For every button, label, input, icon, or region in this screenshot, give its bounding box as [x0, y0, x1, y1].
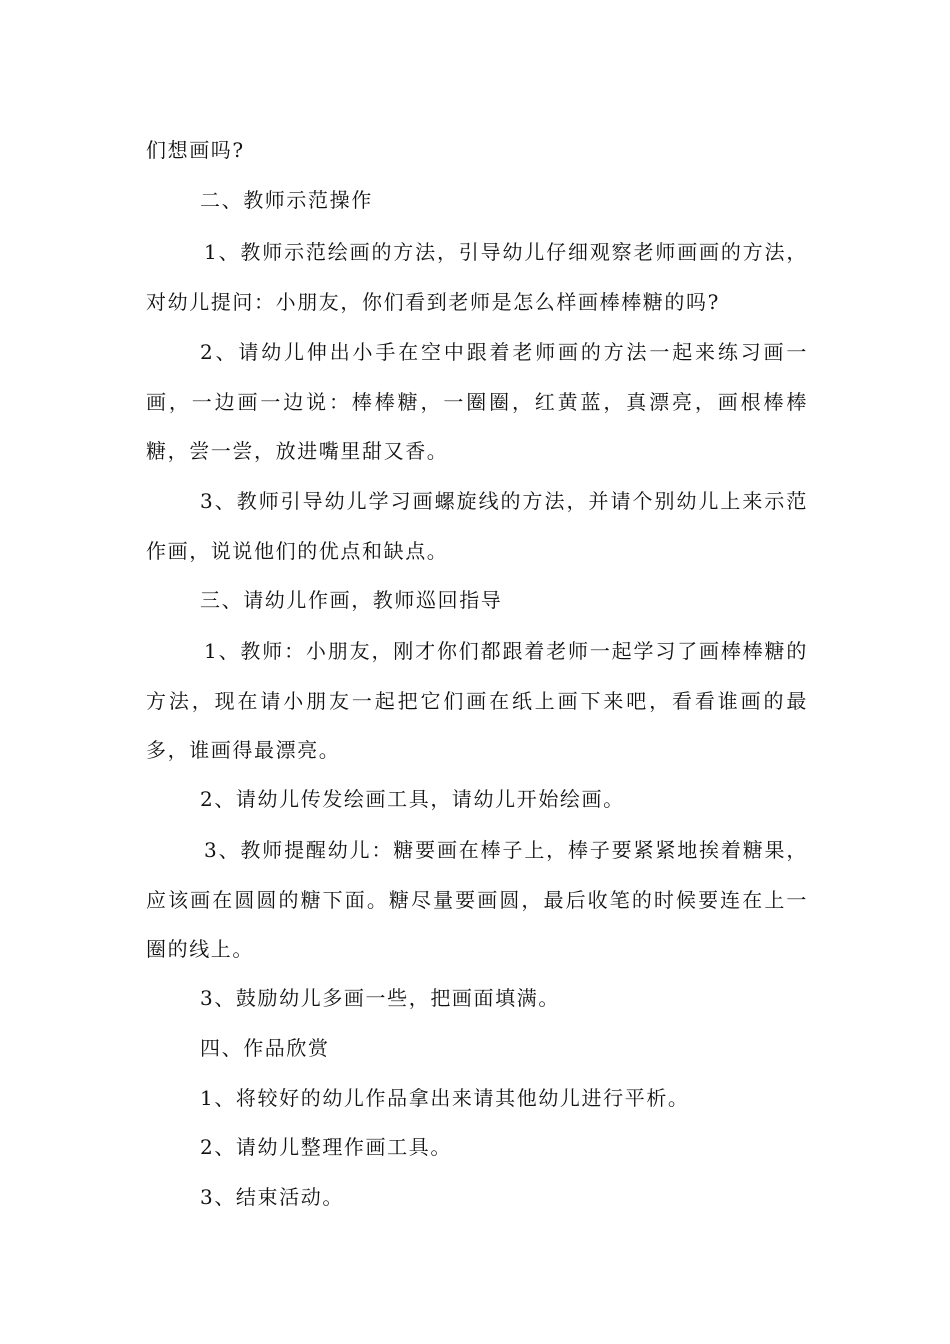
- section-heading-3: 三、请幼儿作画，教师巡回指导: [200, 588, 503, 612]
- paragraph-2-2: 2、请幼儿伸出小手在空中跟着老师画的方法一起来练习画一画，一边画一边说：棒棒糖，一圈圈，红黄蓝，真漂亮，画根棒棒糖，尝一尝，放进嘴里甜又香。: [146, 340, 808, 463]
- paragraph-4-1: 1、将较好的幼儿作品拿出来请其他幼儿进行平析。: [200, 1086, 690, 1110]
- section-heading-2: 二、教师示范操作: [200, 188, 373, 212]
- paragraph-2-3: 3、教师引导幼儿学习画螺旋线的方法，并请个别幼儿上来示范作画，说说他们的优点和缺点。: [146, 489, 808, 563]
- paragraph-4-2: 2、请幼儿整理作画工具。: [200, 1135, 452, 1159]
- paragraph-3-3: 3、教师提醒幼儿：糖要画在棒子上，棒子要紧紧地挨着糖果，应该画在圆圆的糖下面。糖尽量要画圆，最后收笔的时候要连在上一圈的线上。: [146, 838, 808, 961]
- paragraph-continuation: 们想画吗?: [146, 138, 245, 162]
- paragraph-4-3: 3、结束活动。: [200, 1185, 344, 1209]
- paragraph-3-4: 3、鼓励幼儿多画一些，把画面填满。: [200, 986, 560, 1010]
- paragraph-3-2: 2、请幼儿传发绘画工具，请幼儿开始绘画。: [200, 787, 625, 811]
- paragraph-2-1: 1、教师示范绘画的方法，引导幼儿仔细观察老师画画的方法，对幼儿提问：小朋友，你们看到老师是怎么样画棒棒糖的吗?: [146, 240, 808, 314]
- section-heading-4: 四、作品欣赏: [200, 1036, 330, 1060]
- paragraph-3-1: 1、教师：小朋友，刚才你们都跟着老师一起学习了画棒棒糖的方法，现在请小朋友一起把它们画在纸上画下来吧，看看谁画的最多，谁画得最漂亮。: [146, 639, 808, 762]
